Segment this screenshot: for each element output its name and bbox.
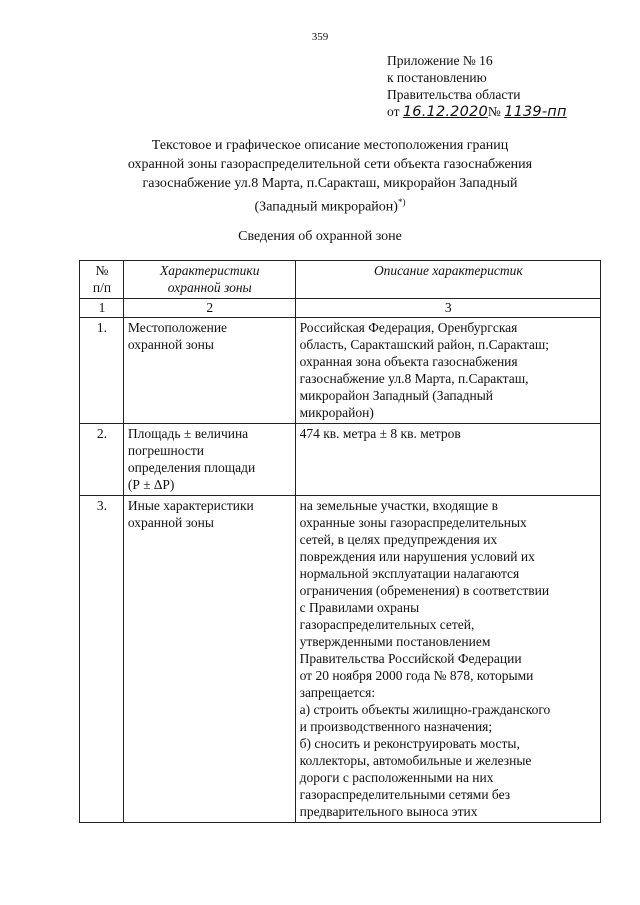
text-line: охранные зоны газораспределительных <box>299 515 527 530</box>
text-line: б) сносить и реконструировать мосты, <box>299 736 520 751</box>
text-line: газораспределительными сетями без <box>299 787 511 802</box>
header-number <box>80 261 124 299</box>
text-line: охранной зоны <box>127 515 214 530</box>
title-line-4 <box>60 193 600 217</box>
row-description <box>295 424 600 496</box>
text-line: повреждения или нарушения условий их <box>299 549 535 564</box>
table-row <box>80 318 601 424</box>
row-number: 1. <box>80 318 124 424</box>
page-number: 359 <box>311 31 329 43</box>
text-line: Площадь ± величина <box>127 426 249 441</box>
handwritten-number: 1139-пп <box>504 104 567 120</box>
appendix-block <box>387 52 627 121</box>
text-line: (Р ± ∆Р) <box>127 477 175 492</box>
text-line: коллекторы, автомобильные и железные <box>299 753 532 768</box>
text-line: 474 кв. метра ± 8 кв. метров <box>299 426 461 441</box>
text-line: и производственного назначения; <box>299 719 493 734</box>
appendix-line-2: к постановлению <box>387 70 487 85</box>
text-line: охранной зоны <box>127 337 214 352</box>
zone-info-table <box>79 260 601 823</box>
text-line: предварительного выноса этих <box>299 804 478 819</box>
title-line-3: газоснабжение ул.8 Марта, п.Саракташ, микрорайон Западный <box>142 176 518 191</box>
text-line: утвержденными постановлением <box>299 634 491 649</box>
row-description <box>295 496 600 823</box>
text-line: область, Саракташский район, п.Саракташ; <box>299 337 549 352</box>
text-line: а) строить объекты жилищно-гражданского <box>299 702 551 717</box>
text-line: с Правилами охраны <box>299 600 420 615</box>
appendix-line-3: Правительства области <box>387 87 521 102</box>
text-line: микрорайон Западный (Западный <box>299 388 493 403</box>
column-number-row <box>80 299 601 318</box>
text-line: Иные характеристики <box>127 498 254 513</box>
header-number-line-2: п/п <box>92 280 112 295</box>
column-number: 3 <box>295 299 600 318</box>
number-sign: № <box>487 104 501 119</box>
row-number: 2. <box>80 424 124 496</box>
column-number: 2 <box>123 299 295 318</box>
text-line: газоснабжение ул.8 Марта, п.Саракташ, <box>299 371 529 386</box>
from-prefix: от <box>387 104 400 119</box>
row-description <box>295 318 600 424</box>
text-line: запрещается: <box>299 685 376 700</box>
row-characteristic <box>123 496 295 823</box>
text-line: погрешности <box>127 443 204 458</box>
text-line: охранная зона объекта газоснабжения <box>299 354 518 369</box>
text-line: Правительства Российской Федерации <box>299 651 522 666</box>
text-line: дороги с расположенными на них <box>299 770 494 785</box>
text-line: газораспределительных сетей, <box>299 617 475 632</box>
text-line: Местоположение <box>127 320 228 335</box>
header-number-line-1: № <box>95 263 109 278</box>
text-line: на земельные участки, входящие в <box>299 498 498 513</box>
text-line: микрорайон) <box>299 405 374 420</box>
header-characteristics-line-1: Характеристики <box>160 263 260 278</box>
column-number: 1 <box>80 299 124 318</box>
text-line: Российская Федерация, Оренбургская <box>299 320 518 335</box>
row-number: 3. <box>80 496 124 823</box>
text-line: определения площади <box>127 460 256 475</box>
text-line: нормальной эксплуатации налагаются <box>299 566 520 581</box>
row-characteristic <box>123 424 295 496</box>
table-header-row <box>80 261 601 299</box>
section-subtitle: Сведения об охранной зоне <box>238 229 402 244</box>
title-line-2: охранной зоны газораспределительной сети объекта газоснабжения <box>127 157 533 172</box>
title-line-4-text: (Западный микрорайон) <box>254 199 398 215</box>
footnote-mark: *) <box>397 197 406 207</box>
text-line: сетей, в целях предупреждения их <box>299 532 498 547</box>
row-characteristic <box>123 318 295 424</box>
text-line: от 20 ноября 2000 года № 878, которыми <box>299 668 534 683</box>
header-description: Описание характеристик <box>295 261 600 299</box>
header-characteristics-line-2: охранной зоны <box>167 280 252 295</box>
text-line: ограничения (обременения) в соответствии <box>299 583 550 598</box>
table-row <box>80 424 601 496</box>
title-line-1: Текстовое и графическое описание местоположения границ <box>151 138 509 153</box>
appendix-date-line <box>387 103 627 121</box>
header-characteristics <box>123 261 295 299</box>
handwritten-date: 16.12.2020 <box>402 104 488 120</box>
document-title <box>60 136 600 217</box>
appendix-line-1: Приложение № 16 <box>387 53 493 68</box>
table-row <box>80 496 601 823</box>
